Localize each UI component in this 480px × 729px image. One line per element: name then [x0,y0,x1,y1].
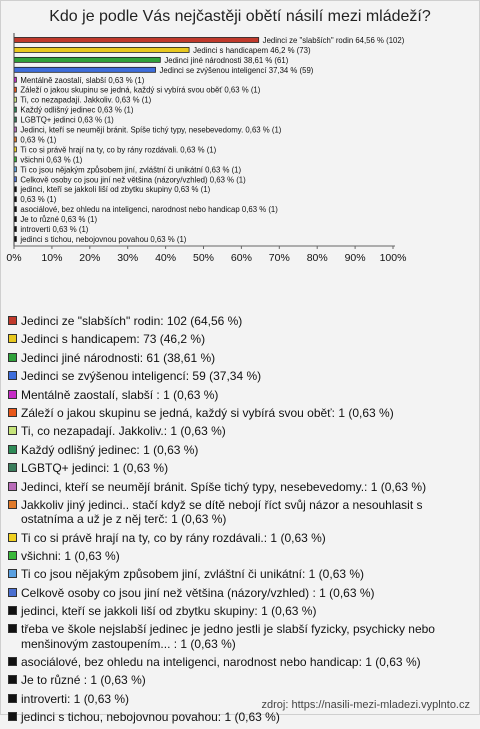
chart-legend [8,314,474,729]
bar-value-label: všichni 0,63 % (1) [20,155,83,165]
legend-item [8,531,474,545]
bar [14,67,156,72]
legend-label: Jedinci se zvýšenou inteligencí: 59 (37,34 %) [21,369,262,384]
legend-label: všichni: 1 (0,63 %) [21,548,120,563]
legend-swatch [8,408,17,417]
legend-label: Jedinci s handicapem: 73 (46,2 %) [21,332,206,347]
bar-value-label: Jedinci se zvýšenou inteligencí 37,34 % (59) [159,65,314,75]
x-tick-label: 30% [117,251,139,264]
legend-item [8,480,474,494]
legend-label: Je to různé : 1 (0,63 %) [21,673,146,688]
legend-item [8,604,474,618]
legend-swatch [8,371,17,380]
legend-label: Ti co jsou nějakým způsobem jiní, zvláštní či unikátní: 1 (0,63 %) [21,567,365,582]
legend-swatch [8,500,17,509]
legend-swatch [8,675,17,684]
legend-swatch [8,551,17,560]
legend-label: jedinci s tichou, nebojovnou povahou: 1 (0,63 %) [21,710,280,725]
x-tick-label: 40% [155,251,177,264]
legend-swatch [8,334,17,343]
bar-value-label: Jedinci s handicapem 46,2 % (73) [193,45,311,55]
bar-value-label: 0,63 % (1) [20,195,57,205]
x-tick-label: 70% [268,251,290,264]
bar-value-label: Celkově osoby co jsou jiní než většina (názory/vzhled) 0,63 % (1) [20,175,246,185]
legend-item [8,498,474,526]
legend-item [8,586,474,600]
legend-item [8,388,474,402]
legend-item [8,424,474,438]
legend-label: Jakkoliv jiný jedinci.. stačí když se dítě nebojí říct svůj názor a nesouhlasit s ostatníma a už je z něj terč: 1 (0,63 %) [21,497,423,527]
bar-value-label: introverti 0,63 % (1) [20,225,89,235]
legend-label: Každý odlišný jedinec: 1 (0,63 %) [21,442,199,457]
legend-swatch [8,390,17,399]
bar-value-label: jedinci s tichou, nebojovnou povahou 0,63 % (1) [20,234,187,244]
legend-swatch [8,712,17,721]
bar-value-label: Jedinci, kteří se neumějí bránit. Spíše tichý typy, nesebevedomy. 0,63 % (1) [20,125,282,135]
legend-swatch [8,569,17,578]
legend-item [8,351,474,365]
legend-swatch [8,694,17,703]
legend-swatch [8,353,17,362]
legend-item [8,710,474,724]
legend-label: Jedinci jiné národnosti: 61 (38,61 %) [21,350,216,365]
legend-swatch [8,445,17,454]
bar-value-label: jedinci, kteří se jakkoli liší od zbytku skupiny 0,63 % (1) [20,185,211,195]
legend-label: třeba ve škole nejslabší jedinec je jedno jestli je slabší fyzicky, psychicky nebo menšinovým zastoupením... : 1 (0,63 %) [21,622,435,651]
bar-chart [0,30,480,310]
x-tick-label: 20% [79,251,101,264]
bar-value-label: Jedinci ze "slabších" rodin 64,56 % (102) [262,35,405,45]
bar-value-label: Jedinci jiné národnosti 38,61 % (61) [164,55,289,65]
x-tick-label: 60% [230,251,252,264]
x-tick-label: 0% [6,251,22,264]
legend-label: Ti co si právě hrají na ty, co by rány rozdávali.: 1 (0,63 %) [21,530,326,545]
legend-item [8,332,474,346]
legend-label: introverti: 1 (0,63 %) [21,691,130,706]
bar-value-label: asociálové, bez ohledu na inteligenci, narodnost nebo handicap 0,63 % (1) [20,205,278,215]
x-tick-label: 100% [379,251,407,264]
legend-label: Ti, co nezapadají. Jakkoliv.: 1 (0,63 %) [21,424,226,439]
x-tick-label: 80% [306,251,328,264]
legend-swatch [8,624,17,633]
legend-label: Jedinci, kteří se neumějí bránit. Spíše tichý typy, nesebevedomy.: 1 (0,63 %) [21,479,427,494]
bar-value-label: Ti, co nezapadají. Jakkoliv. 0,63 % (1) [20,95,152,105]
legend-label: jedinci, kteří se jakkoli liší od zbytku skupiny: 1 (0,63 %) [21,604,317,619]
legend-item [8,406,474,420]
bar-value-label: Záleží o jakou skupinu se jedná, každý si vybírá svou oběť 0,63 % (1) [20,85,261,95]
legend-item [8,567,474,581]
bar-value-label: Každý odlišný jedinec 0,63 % (1) [20,105,134,115]
bar [14,37,259,42]
bar-value-label: Mentálně zaostalí, slabší 0,63 % (1) [20,75,145,85]
legend-item [8,443,474,457]
legend-swatch [8,657,17,666]
x-tick-label: 50% [192,251,215,264]
legend-label: LGBTQ+ jedinci: 1 (0,63 %) [21,461,169,476]
legend-item [8,622,474,650]
bar-value-label: LGBTQ+ jedinci 0,63 % (1) [20,115,114,125]
legend-item [8,673,474,687]
legend-swatch [8,316,17,325]
legend-label: Celkově osoby co jsou jiní než většina (názory/vzhled) : 1 (0,63 %) [21,585,375,600]
bar [14,47,189,52]
x-tick-label: 90% [344,251,366,264]
source-link[interactable]: zdroj: https://nasili-mezi-mladezi.vyplnto.cz [261,699,470,711]
legend-label: asociálové, bez ohledu na inteligenci, narodnost nebo handicap: 1 (0,63 %) [21,655,421,670]
legend-swatch [8,606,17,615]
legend-swatch [8,533,17,542]
bar-value-label: Je to různé 0,63 % (1) [20,215,98,225]
chart-title: Kdo je podle Vás nejčastěji obětí násilí mezi mládeží? [49,8,431,25]
legend-item [8,461,474,475]
legend-swatch [8,588,17,597]
x-tick-label: 10% [41,251,63,264]
bar-value-label: Ti co si právě hrají na ty, co by rány rozdávali. 0,63 % (1) [20,145,217,155]
bar-value-label: Ti co jsou nějakým způsobem jiní, zvláštní či unikátní 0,63 % (1) [20,165,242,175]
legend-item [8,314,474,328]
legend-label: Jedinci ze "slabších" rodin: 102 (64,56 %) [21,314,243,328]
legend-swatch [8,426,17,435]
bar [14,57,160,62]
legend-label: Mentálně zaostalí, slabší : 1 (0,63 %) [21,387,219,402]
legend-item [8,549,474,563]
legend-swatch [8,463,17,472]
legend-swatch [8,482,17,491]
bar-value-label: 0,63 % (1) [20,135,57,145]
legend-item [8,369,474,383]
legend-label: Záleží o jakou skupinu se jedná, každý si vybírá svou oběť: 1 (0,63 %) [21,405,394,420]
legend-item [8,655,474,669]
